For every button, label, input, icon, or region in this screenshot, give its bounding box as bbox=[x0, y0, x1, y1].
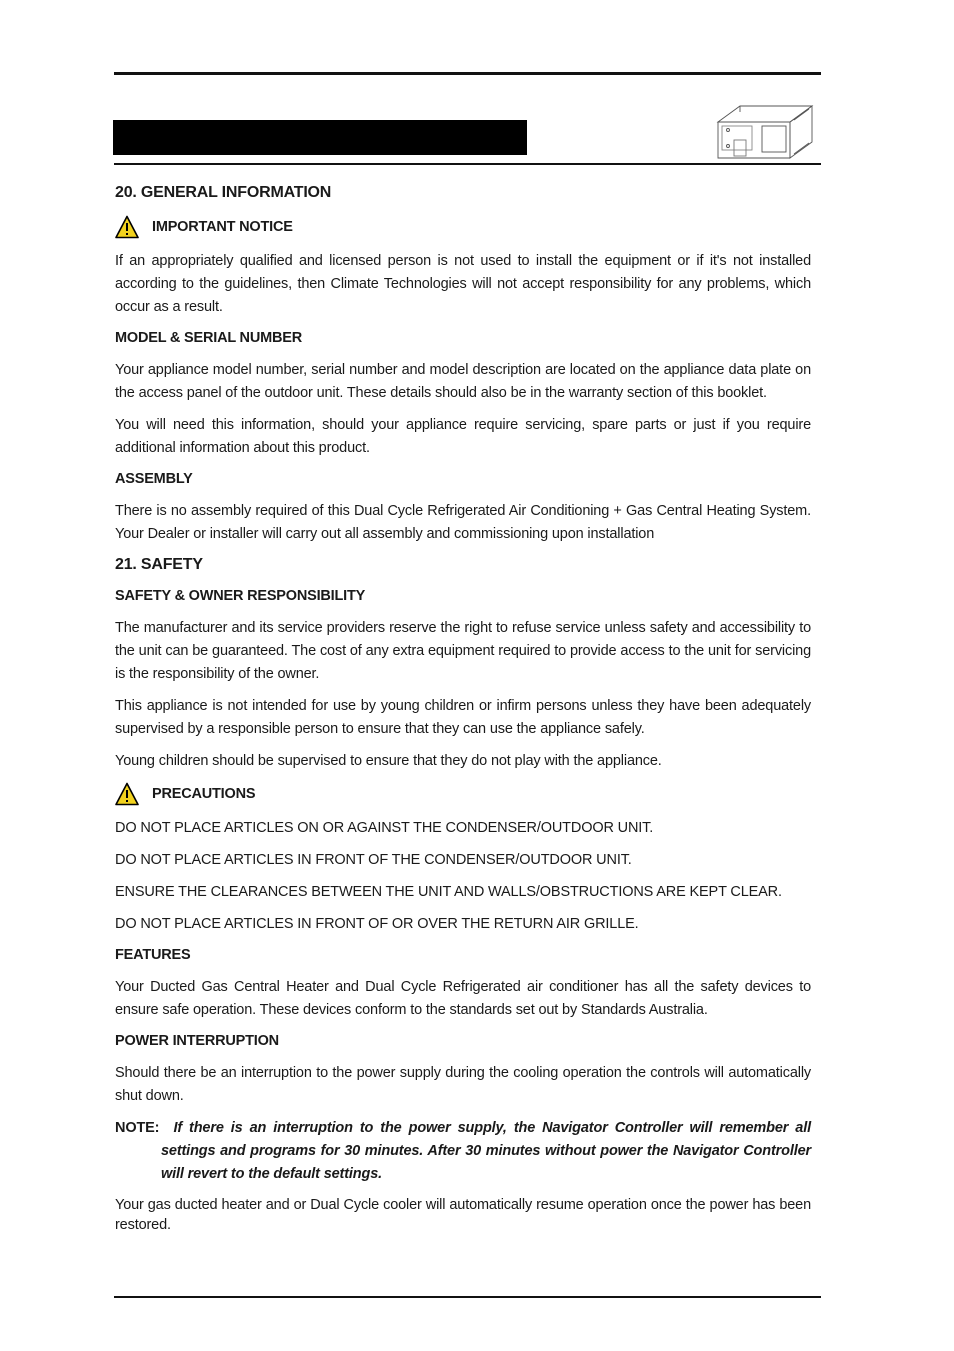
paragraph: The manufacturer and its service providers reserve the right to refuse service unless safety and accessibility to the unit can be guaranteed. The cost of any extra equipment required to provide access to the unit for servicing is the responsibility of the owner. bbox=[115, 620, 811, 682]
paragraph: Your Ducted Gas Central Heater and Dual Cycle Refrigerated air conditioner has all the safety devices to ensure safe operation. These devices conform to the standards set out by Standards Australia. bbox=[115, 979, 811, 1018]
precaution-item: DO NOT PLACE ARTICLES ON OR AGAINST THE CONDENSER/OUTDOOR UNIT. bbox=[115, 820, 654, 836]
subsection-heading: IMPORTANT NOTICE bbox=[152, 219, 293, 235]
top-rule bbox=[114, 72, 821, 75]
precaution-item: ENSURE THE CLEARANCES BETWEEN THE UNIT AND WALLS/OBSTRUCTIONS ARE KEPT CLEAR. bbox=[115, 884, 782, 900]
note-block bbox=[115, 1117, 811, 1186]
page-content bbox=[115, 183, 811, 1244]
subsection-heading: FEATURES bbox=[115, 947, 191, 963]
paragraph: If an appropriately qualified and licensed person is not used to install the equipment or if it's not installed according to the guidelines, then Climate Technologies will not accept responsibility for any problems, which occur as a result. bbox=[115, 253, 811, 315]
warning-triangle-icon bbox=[115, 215, 139, 239]
subsection-heading: ASSEMBLY bbox=[115, 471, 193, 487]
subsection-heading: MODEL & SERIAL NUMBER bbox=[115, 330, 302, 346]
note-text: If there is an interruption to the power supply, the Navigator Controller will remember all settings and programs for 30 minutes. After 30 minutes without power the Navigator Controller will revert to the default settings. bbox=[161, 1120, 811, 1182]
subsection-heading: PRECAUTIONS bbox=[152, 786, 256, 802]
paragraph: This appliance is not intended for use by young children or infirm persons unless they have been adequately supervised by a responsible person to ensure that they can use the appliance safely. bbox=[115, 698, 811, 737]
precautions-heading-row bbox=[115, 782, 811, 806]
note-label: NOTE: bbox=[115, 1120, 160, 1136]
ducted-unit-icon bbox=[712, 100, 818, 162]
paragraph: You will need this information, should your appliance require servicing, spare parts or just if you require additional information about this product. bbox=[115, 417, 811, 456]
paragraph: Young children should be supervised to ensure that they do not play with the appliance. bbox=[115, 753, 662, 769]
precaution-item: DO NOT PLACE ARTICLES IN FRONT OF THE CONDENSER/OUTDOOR UNIT. bbox=[115, 852, 632, 868]
paragraph: Your appliance model number, serial number and model description are located on the appliance data plate on the access panel of the outdoor unit. These details should also be in the warranty section of this booklet. bbox=[115, 362, 811, 401]
subsection-heading: POWER INTERRUPTION bbox=[115, 1033, 279, 1049]
important-notice-heading-row bbox=[115, 215, 811, 239]
header-rule bbox=[114, 163, 821, 165]
subsection-heading: SAFETY & OWNER RESPONSIBILITY bbox=[115, 588, 366, 604]
section-heading: 21. SAFETY bbox=[115, 556, 203, 573]
precaution-item: DO NOT PLACE ARTICLES IN FRONT OF OR OVER THE RETURN AIR GRILLE. bbox=[115, 916, 639, 932]
footer-rule bbox=[114, 1296, 821, 1298]
header-title-bar bbox=[113, 120, 527, 155]
paragraph: Your gas ducted heater and or Dual Cycle cooler will automatically resume operation once the power has been restored. bbox=[115, 1197, 811, 1233]
paragraph: Should there be an interruption to the power supply during the cooling operation the controls will automatically shut down. bbox=[115, 1065, 811, 1104]
section-heading: 20. GENERAL INFORMATION bbox=[115, 184, 332, 201]
paragraph: There is no assembly required of this Dual Cycle Refrigerated Air Conditioning + Gas Central Heating System. Your Dealer or installer will carry out all assembly and commissioning upon installation bbox=[115, 503, 811, 542]
warning-triangle-icon bbox=[115, 782, 139, 806]
